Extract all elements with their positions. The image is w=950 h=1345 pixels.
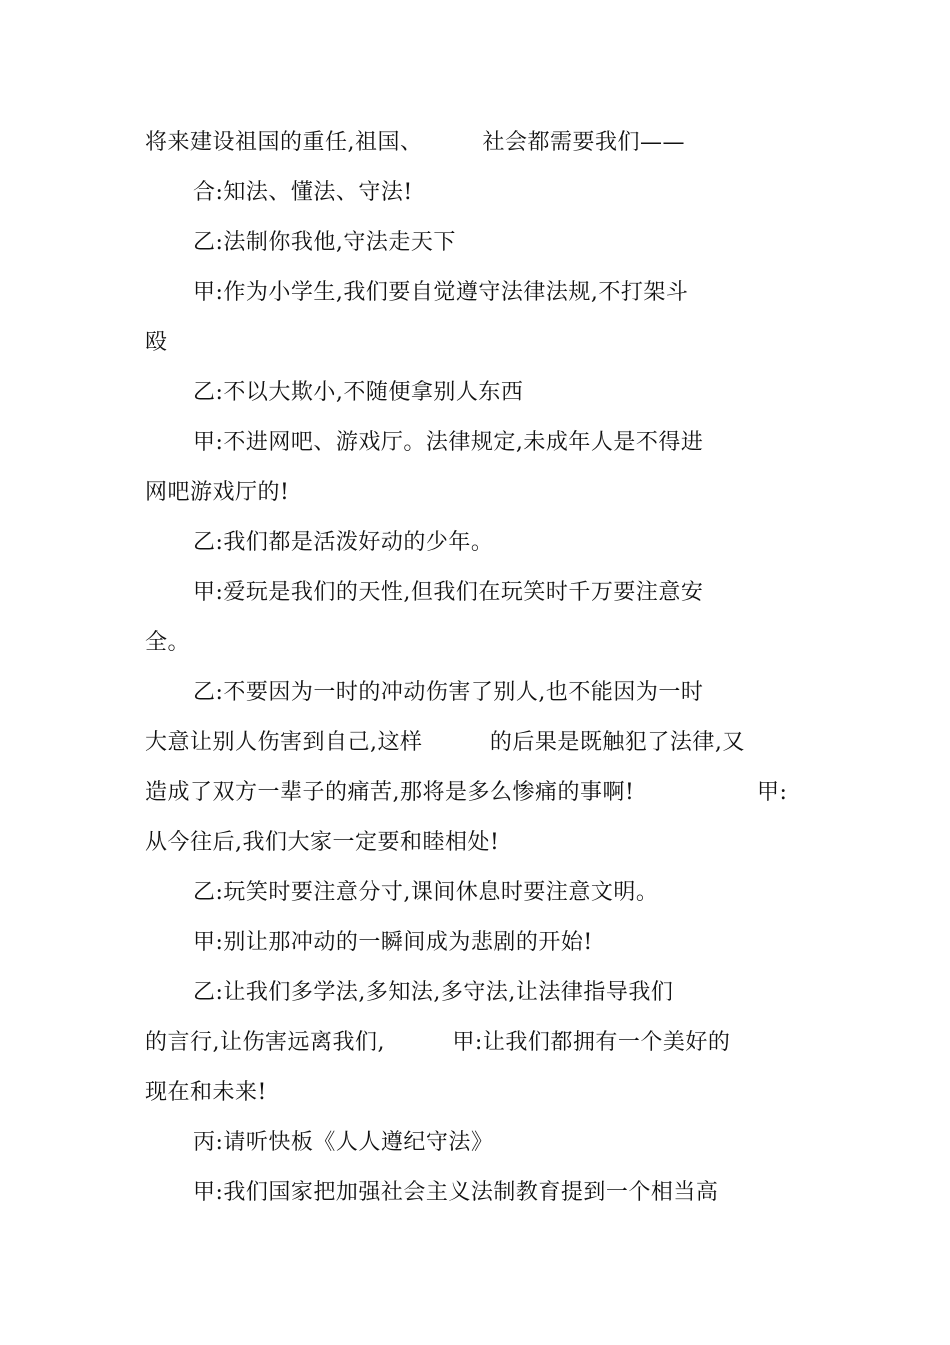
text-line-8: 网吧游戏厅的! xyxy=(145,480,290,505)
text-line-19: 的言行,让伤害远离我们, 甲:让我们都拥有一个美好的 xyxy=(145,1030,731,1055)
text-line-7: 甲:不进网吧、游戏厅。法律规定,未成年人是不得进 xyxy=(193,430,704,455)
text-line-13: 大意让别人伤害到自己,这样 的后果是既触犯了法律,又 xyxy=(145,730,745,755)
text-line-21: 丙:请听快板《人人遵纪守法》 xyxy=(193,1130,494,1155)
text-line-20: 现在和未来! xyxy=(145,1080,267,1105)
text-line-16: 乙:玩笑时要注意分寸,课间休息时要注意文明。 xyxy=(193,880,659,905)
text-line-6: 乙:不以大欺小,不随便拿别人东西 xyxy=(193,380,524,405)
text-line-15: 从今往后,我们大家一定要和睦相处! xyxy=(145,830,500,855)
text-line-14-speaker: 甲: xyxy=(757,780,788,805)
text-line-17: 甲:别让那冲动的一瞬间成为悲剧的开始! xyxy=(193,930,593,955)
text-line-9: 乙:我们都是活泼好动的少年。 xyxy=(193,530,494,555)
text-line-14: 造成了双方一辈子的痛苦,那将是多么惨痛的事啊! xyxy=(145,780,635,805)
text-line-4: 甲:作为小学生,我们要自觉遵守法律法规,不打架斗 xyxy=(193,280,689,305)
text-line-22: 甲:我们国家把加强社会主义法制教育提到一个相当高 xyxy=(193,1180,719,1205)
text-line-1: 将来建设祖国的重任,祖国、 社会都需要我们—— xyxy=(145,130,685,155)
text-line-2: 合:知法、懂法、守法! xyxy=(193,180,413,205)
text-line-10: 甲:爱玩是我们的天性,但我们在玩笑时千万要注意安 xyxy=(193,580,704,605)
text-line-12: 乙:不要因为一时的冲动伤害了别人,也不能因为一时 xyxy=(193,680,704,705)
text-line-11: 全。 xyxy=(145,630,191,655)
text-line-18: 乙:让我们多学法,多知法,多守法,让法律指导我们 xyxy=(193,980,674,1005)
text-line-3: 乙:法制你我他,守法走天下 xyxy=(193,230,456,255)
text-line-5: 殴 xyxy=(145,330,168,355)
